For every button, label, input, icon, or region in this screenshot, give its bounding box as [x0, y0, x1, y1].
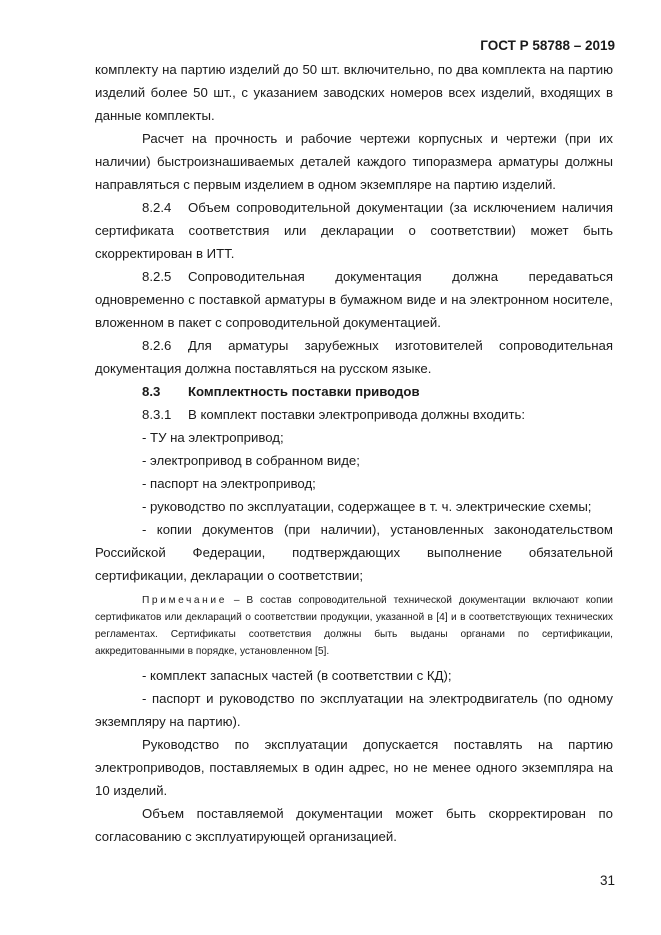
clause-text: Сопроводительная документация должна передаваться одновременно с поставкой арматуры в бумажном виде и на электронном носителе, вложенном в пакет с сопроводительной документацией. — [95, 269, 613, 330]
section-8-3-heading — [95, 380, 613, 403]
document-code: ГОСТ Р 58788 – 2019 — [480, 38, 615, 53]
clause-8-2-5 — [95, 265, 613, 334]
section-number: 8.3 — [142, 384, 161, 399]
list-item: - паспорт на электропривод; — [142, 476, 316, 491]
clause-number: 8.2.4 — [142, 200, 172, 215]
list-item: - паспорт и руководство по эксплуатации на электродвигатель (по одному экземпляру на партию). — [95, 691, 613, 729]
paragraph-continuation: комплекту на партию изделий до 50 шт. включительно, по два комплекта на партию изделий более 50 шт., с указанием заводских номеров всех изделий, входящих в данные комплекты. — [95, 62, 613, 123]
clause-text: Объем сопроводительной документации (за исключением наличия сертификата соответствия или декларации о соответствии) может быть скорректирован в ИТТ. — [95, 200, 613, 261]
list-item: - электропривод в собранном виде; — [142, 453, 360, 468]
paragraph-strength-calc: Расчет на прочность и рабочие чертежи корпусных и чертежи (при их наличии) быстроизнашиваемых деталей каждого типоразмера арматуры должны направляться с первым изделием в одном экземпляре на партию изделий. — [95, 131, 613, 192]
note-text: – В состав сопроводительной технической документации включают копии сертификатов или деклараций о соответствии продукции, указанной в [4] и в соответствующих технических регламентах. Сертификаты соответствия должны быть выданы органами по сертификации, аккредитованными в порядке, установленном [5]. — [95, 595, 613, 657]
section-title: Комплектность поставки приводов — [188, 384, 420, 399]
clause-8-2-4 — [95, 196, 613, 265]
note — [95, 592, 613, 660]
clause-number: 8.2.6 — [142, 338, 172, 353]
clause-text: В комплект поставки электропривода должны входить: — [188, 407, 526, 422]
list-item: - руководство по эксплуатации, содержащее в т. ч. электрические схемы; — [142, 499, 592, 514]
clause-8-3-1 — [95, 403, 613, 426]
list-item: - комплект запасных частей (в соответствии с КД); — [142, 668, 452, 683]
clause-number: 8.3.1 — [142, 407, 172, 422]
clause-8-2-6 — [95, 334, 613, 380]
document-body — [95, 58, 613, 848]
clause-number: 8.2.5 — [142, 269, 172, 284]
list-item: - копии документов (при наличии), установленных законодательством Российской Федерации, подтверждающих выполнение обязательной сертификации, декларации о соответствии; — [95, 522, 613, 583]
paragraph-manual-supply: Руководство по эксплуатации допускается поставлять на партию электроприводов, поставляемых в один адрес, но не менее одного экземпляра на 10 изделий. — [95, 737, 613, 798]
clause-text: Для арматуры зарубежных изготовителей сопроводительная документация должна поставляться на русском языке. — [95, 338, 613, 376]
page-number: 31 — [599, 873, 615, 888]
note-label: Примечание — [142, 595, 227, 606]
list-item: - ТУ на электропривод; — [142, 430, 284, 445]
paragraph-documentation-volume: Объем поставляемой документации может быть скорректирован по согласованию с эксплуатирующей организацией. — [95, 806, 613, 844]
